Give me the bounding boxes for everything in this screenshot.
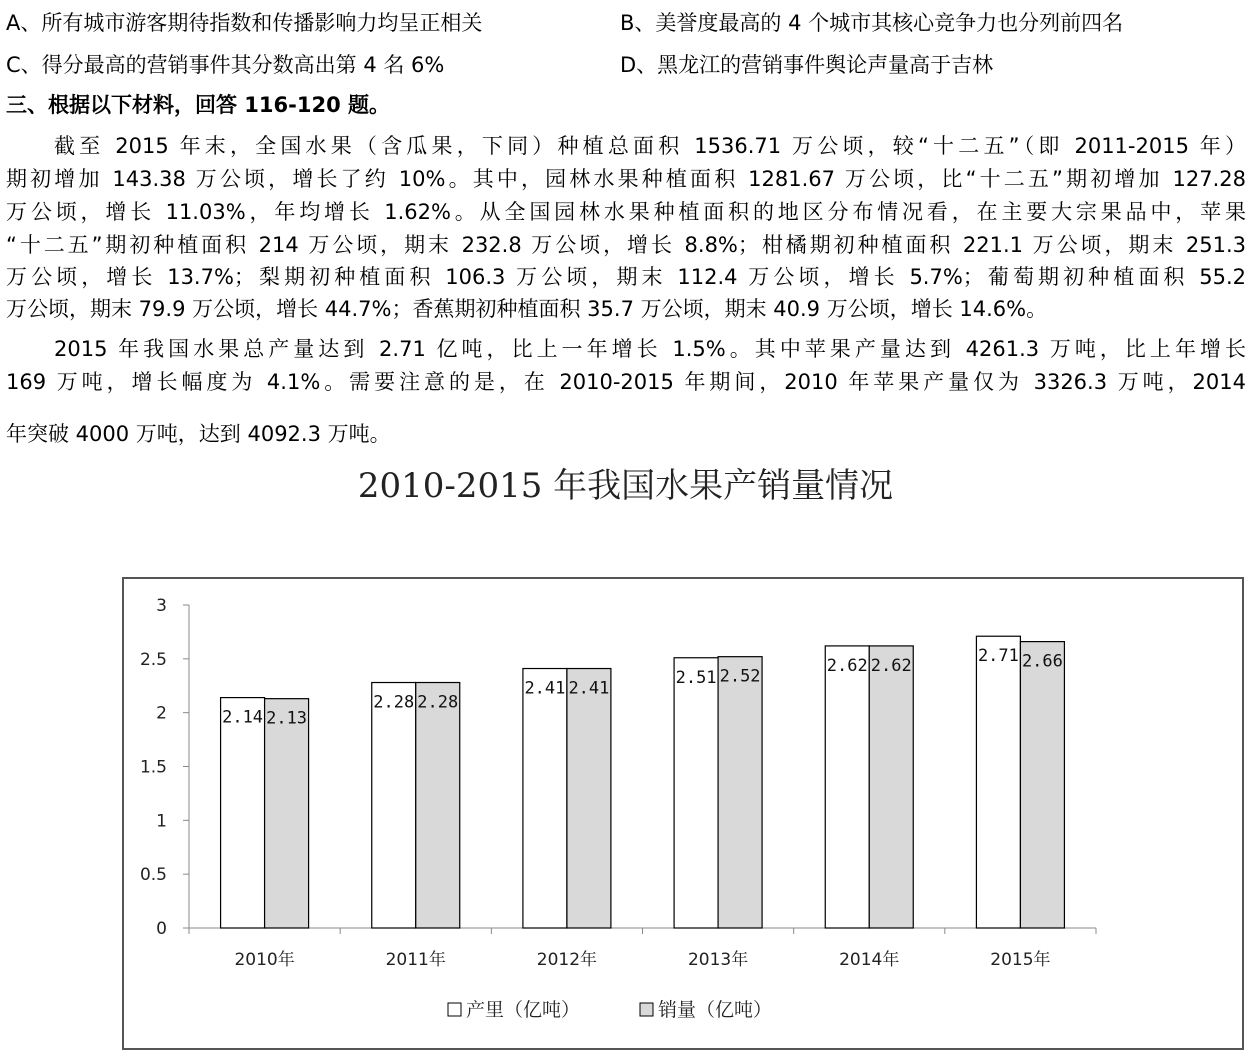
bar-production <box>221 698 265 928</box>
paragraph1-line1: 截至 2015 年末，全国水果（含瓜果，下同）种植总面积 1536.71 万公顷，较“十二五”（即 2011-2015 年） <box>54 134 1246 158</box>
x-tick-label: 2013年 <box>687 950 749 970</box>
data-label-production: 2.51 <box>675 667 717 688</box>
bar-production <box>825 646 869 928</box>
option-a: A、所有城市游客期待指数和传播影响力均呈正相关 <box>6 11 483 35</box>
data-label-sales: 2.41 <box>568 678 610 699</box>
legend-label-production: 产里（亿吨） <box>466 999 581 1021</box>
option-d: D、黑龙江的营销事件舆论声量高于吉林 <box>620 53 994 77</box>
legend-swatch-sales <box>640 1003 653 1016</box>
paragraph1-line4: “十二五”期初种植面积 214 万公顷，期末 232.8 万公顷，增长 8.8%；柑橘期初种植面积 221.1 万公顷，期末 251.3 <box>6 233 1246 257</box>
y-tick-label: 2 <box>156 703 167 724</box>
paragraph1-line6: 万公顷，期末 79.9 万公顷，增长 44.7%；香蕉期初种植面积 35.7 万公顷，期末 40.9 万公顷，增长 14.6%。 <box>6 297 1048 321</box>
data-label-production: 2.62 <box>826 655 868 676</box>
x-tick-label: 2010年 <box>234 950 295 970</box>
x-tick-label: 2012年 <box>536 950 598 970</box>
data-label-sales: 2.28 <box>417 692 459 713</box>
data-label-production: 2.41 <box>524 678 566 699</box>
paragraph2-line1: 2015 年我国水果总产量达到 2.71 亿吨，比上一年增长 1.5%。其中苹果产量达到 4261.3 万吨，比上年增长 <box>54 337 1246 361</box>
paragraph2-line3: 年突破 4000 万吨，达到 4092.3 万吨。 <box>6 422 391 446</box>
y-tick-label: 3 <box>156 596 167 616</box>
paragraph2-line2: 169 万吨，增长幅度为 4.1%。需要注意的是，在 2010-2015 年期间，2010 年苹果产量仅为 3326.3 万吨，2014 <box>6 370 1246 394</box>
bar-sales <box>1020 642 1064 928</box>
legend-swatch-production <box>448 1003 461 1016</box>
bar-sales <box>416 683 460 928</box>
data-label-production: 2.28 <box>373 692 415 713</box>
data-label-sales: 2.52 <box>719 666 761 687</box>
option-c: C、得分最高的营销事件其分数高出第 4 名 6% <box>6 53 445 77</box>
bar-production <box>674 658 718 928</box>
y-tick-label: 1.5 <box>139 757 167 778</box>
data-label-sales: 2.62 <box>870 655 912 676</box>
y-tick-label: 0.5 <box>139 865 167 886</box>
data-label-production: 2.71 <box>977 646 1019 667</box>
chart-title: 2010-2015 年我国水果产销量情况 <box>357 466 894 506</box>
x-tick-label: 2015年 <box>990 950 1051 970</box>
option-b: B、美誉度最高的 4 个城市其核心竞争力也分列前四名 <box>620 11 1124 35</box>
bar-production <box>372 683 416 928</box>
data-label-sales: 2.66 <box>1021 651 1063 672</box>
paragraph1-line3: 万公顷，增长 11.03%，年均增长 1.62%。从全国园林水果种植面积的地区分布情况看，在主要大宗果品中，苹果 <box>6 200 1246 224</box>
section-heading: 三、根据以下材料，回答 116-120 题。 <box>6 93 391 117</box>
x-tick-label: 2014年 <box>839 950 900 970</box>
bar-sales <box>718 657 762 928</box>
y-tick-label: 0 <box>156 919 167 939</box>
bar-production <box>976 636 1020 928</box>
bar-sales <box>265 699 309 928</box>
legend-label-sales: 销量（亿吨） <box>658 999 773 1021</box>
bar-sales <box>567 669 611 928</box>
bar-sales <box>869 646 913 928</box>
data-label-production: 2.14 <box>222 707 264 728</box>
y-tick-label: 2.5 <box>139 649 167 670</box>
bar-production <box>523 669 567 928</box>
paragraph1-line5: 万公顷，增长 13.7%；梨期初种植面积 106.3 万公顷，期末 112.4 万公顷，增长 5.7%；葡萄期初种植面积 55.2 <box>6 265 1246 289</box>
data-label-sales: 2.13 <box>266 708 308 729</box>
x-tick-label: 2011年 <box>385 950 446 970</box>
paragraph1-line2: 期初增加 143.38 万公顷，增长了约 10%。其中，园林水果种植面积 1281.67 万公顷，比“十二五”期初增加 127.28 <box>6 167 1246 191</box>
y-tick-label: 1 <box>156 811 167 832</box>
